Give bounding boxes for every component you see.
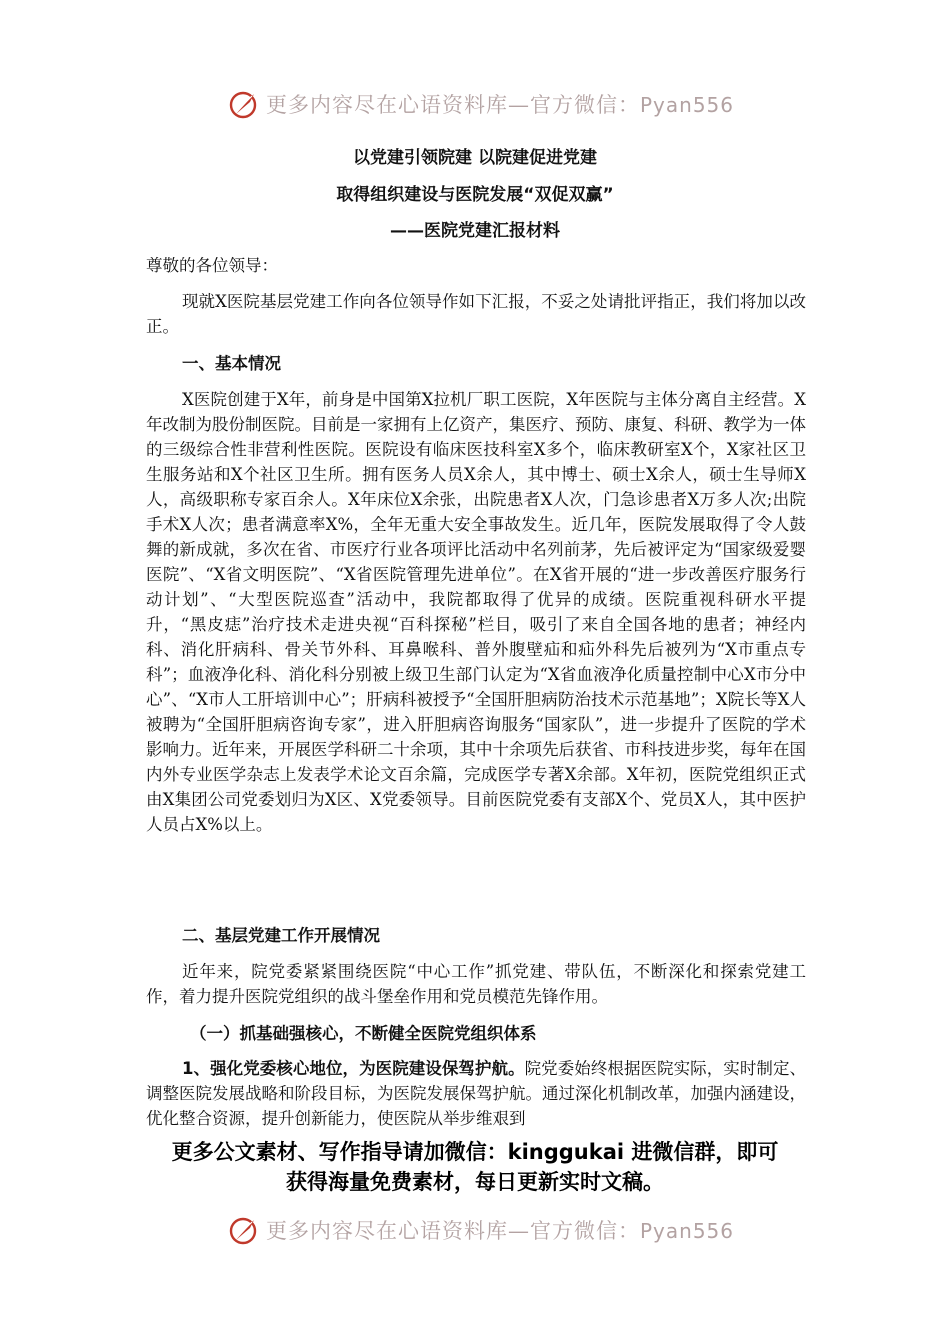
point1-lead: 1、强化党委核心地位，为医院建设保驾护航。	[182, 1059, 525, 1078]
salutation: 尊敬的各位领导：	[146, 256, 278, 275]
section2-paragraph: 近年来，院党委紧紧围绕医院“中心工作”抓党建、带队伍，不断深化和探索党建工作，着力提升医院党组织的战斗堡垒作用和党员模范先锋作用。	[146, 962, 806, 1006]
subsection1-heading: （一）抓基础强核心，不断健全医院党组织体系	[190, 1024, 537, 1043]
banner-wechat-id: Pyan556	[640, 93, 735, 117]
section2-heading: 二、基层党建工作开展情况	[182, 926, 380, 945]
document-title: 以党建引领院建 以院建促进党建	[353, 148, 597, 168]
header-banner	[0, 84, 950, 124]
quill-logo-icon	[228, 88, 260, 120]
footer-banner	[0, 1210, 950, 1250]
promo-line-1: 更多公文素材、写作指导请加微信：kinggukai 进微信群，即可	[171, 1140, 779, 1164]
promo-line-2: 获得海量免费素材，每日更新实时文稿。	[286, 1170, 664, 1194]
section1-heading: 一、基本情况	[182, 354, 281, 373]
document-subtitle: 取得组织建设与医院发展“双促双赢”	[336, 185, 614, 205]
footer-banner-text: 更多内容尽在心语资料库—官方微信：Pyan556	[266, 1219, 735, 1243]
banner-text: 更多内容尽在心语资料库—官方微信：Pyan556	[266, 93, 735, 117]
document-report-label: ——医院党建汇报材料	[390, 221, 560, 241]
intro-paragraph: 现就X医院基层党建工作向各位领导作如下汇报，不妥之处请批评指正，我们将加以改正。	[146, 292, 806, 336]
section1-paragraph: X医院创建于X年，前身是中国第X拉机厂职工医院，X年医院与主体分离自主经营。X年改制为股份制医院。目前是一家拥有上亿资产，集医疗、预防、康复、科研、教学为一体的三级综合性非营利性医院。医院设有临床医技科室X多个，临床教研室X个，X家社区卫生服务站和X个社区卫生所。拥有医务人员X余人，其中博士、硕士X余人，硕士生导师X人，高级职称专家百余人。X年床位X余张，出院患者X人次，门急诊患者X万多人次;出院手术X人次；患者满意率X%，全年无重大安全事故发生。近几年，医院发展取得了令人鼓舞的新成就，多次在省、市医疗行业各项评比活动中名列前茅，先后被评定为“国家级爱婴医院”、“X省文明医院”、“X省医院管理先进单位”。在X省开展的“进一步改善医疗服务行动计划”、“大型医院巡查”活动中，我院都取得了优异的成绩。医院重视科研水平提升，“黑皮痣”治疗技术走进央视“百科探秘”栏目，吸引了来自全国各地的患者；神经内科、消化肝病科、骨关节外科、耳鼻喉科、普外腹壁疝和疝外科先后被列为“X市重点专科”；血液净化科、消化科分别被上级卫生部门认定为“X省血液净化质量控制中心X市分中心”、“X市人工肝培训中心”；肝病科被授予“全国肝胆病防治技术示范基地”；X院长等X人被聘为“全国肝胆病咨询专家”，进入肝胆病咨询服务“国家队”，进一步提升了医院的学术影响力。近年来，开展医学科研二十余项，其中十余项先后获省、市科技进步奖，每年在国内外专业医学杂志上发表学术论文百余篇，完成医学专著X余部。X年初，医院党组织正式由X集团公司党委划归为X区、X党委领导。目前医院党委有支部X个、党员X人，其中医护人员占X%以上。	[146, 390, 806, 834]
footer-wechat-id: Pyan556	[640, 1219, 735, 1243]
point1-paragraph	[146, 1056, 806, 1131]
quill-logo-icon	[228, 1214, 260, 1246]
point1-text: 院党委始终根据医院实际，实时制定、调整医院发展战略和阶段目标，为医院发展保驾护航。通过深化机制改革，加强内涵建设，优化整合资源，提升创新能力，使医院从举步维艰到	[146, 1059, 806, 1128]
